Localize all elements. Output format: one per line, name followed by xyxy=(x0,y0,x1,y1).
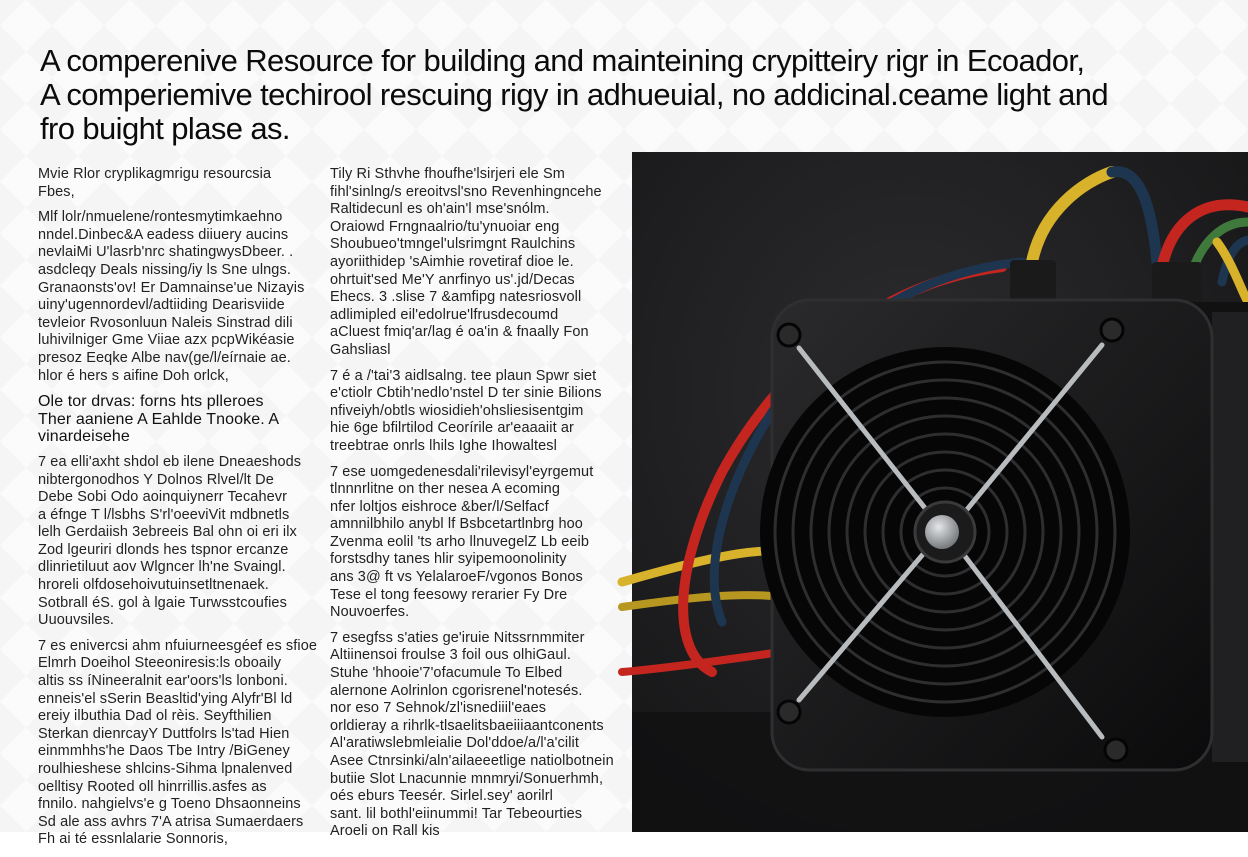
left-paragraph-2 xyxy=(38,209,322,385)
headline-line-2: A comperiemive techirool rescuing rigy in adhueuial, no addicinal.ceame light and xyxy=(40,77,1109,112)
text-line: Tese el tong feesowy rerarier Fy Dre xyxy=(330,586,568,603)
screw-bottom-left xyxy=(778,701,800,723)
text-line: fnnilo. nahgielvs'e g Toeno Dhsaonneins xyxy=(38,796,301,813)
text-line: Tily Ri Sthvhe fhoufhe'lsirjeri ele Sm xyxy=(330,166,565,182)
right-column xyxy=(330,166,614,849)
text-line: Gahsliasl xyxy=(330,341,391,358)
text-line: altis ss íNineeralnit ear'oors'ls lonboni. xyxy=(38,673,288,690)
text-line: Ole tor drvas: forns hts plleroes xyxy=(38,393,264,411)
connector-left xyxy=(1010,260,1056,300)
fan-illustration xyxy=(632,152,1248,832)
text-line: aCluest fmiq'ar/lag é oa'in & fnaally Fon xyxy=(330,324,589,341)
text-line: asdcleqy Deals nissing/iy ls Sne ulngs. xyxy=(38,261,291,278)
text-line: Shoubueo'tmngel'ulsrimgnt Raulchins xyxy=(330,236,576,253)
text-line: treebtrae onrls lhils Ighe Ihowaltesl xyxy=(330,437,557,454)
right-paragraph-3 xyxy=(330,464,614,622)
text-line: Debe Sobi Odo aoinquiynerr Tecahevr xyxy=(38,489,288,506)
text-line: Granaonsts'ov! Er Damnainse'ue Nizayis xyxy=(38,279,305,296)
left-column xyxy=(38,166,322,857)
text-line: butiie Slot Lnacunnie mnmryi/Sonuerhmh, xyxy=(330,770,604,787)
text-line: sant. lil bothl'eiinummi! Tar Tebeourties xyxy=(330,805,583,822)
left-paragraph-3 xyxy=(38,393,322,446)
text-line: Ther aaniene A Eahlde Tnooke. A xyxy=(38,410,280,428)
text-line: luhivilniger Gme Viiae azx pcpWikéasie xyxy=(38,332,295,349)
text-line: ans 3@ ft vs YelalaroeF/vgonos Bonos xyxy=(330,569,583,586)
screw-top-left xyxy=(778,324,800,346)
text-line: Zvenma eolil 'ts arho llnuvegelZ Lb eeib xyxy=(330,533,590,550)
text-line: uiny'ugennordevl/adtiiding Dearisviide xyxy=(38,297,285,314)
text-line: lelh Gerdaiish 3ebreeis Bal ohn oi eri ilx xyxy=(38,524,297,541)
text-line: roulhieshese shlcins-Sihma lpnalenved xyxy=(38,761,293,777)
left-paragraph-4 xyxy=(38,454,322,630)
text-line: nibtergonodhos Y Dolnos Rlvel/lt De xyxy=(38,471,274,488)
text-line: Aroeli on Rall kis xyxy=(330,823,440,840)
text-line: hie 6ge bfilrtilod Ceorírile ar'eaaaiit ar xyxy=(330,420,574,437)
headline-line-3: fro buight plase as. xyxy=(40,111,290,146)
text-line: Oraiowd Frngnaalrio/tu'ynuoiar eng xyxy=(330,218,560,235)
screw-top-right xyxy=(1101,319,1123,341)
headline xyxy=(40,44,1210,146)
text-line: nfer loltjos eishroce &ber/l/Selfacf xyxy=(330,498,549,515)
text-line: fihl'sinlng/s ereoitvsl'sno Revenhingncehe xyxy=(330,183,602,200)
housing-side-highlight xyxy=(1212,312,1248,762)
text-line: Zod lgeuriri dlonds hes tspnor ercanze xyxy=(38,541,289,558)
text-line: forstsdhy tanes hlir syipemoonolinity xyxy=(330,551,567,568)
headline-line-1: A comperenive Resource for building and mainteining crypitteiry rigr in Ecoador, xyxy=(40,43,1085,78)
text-line: adlimipled eil'edolrue'lfrusdecoumd xyxy=(330,306,559,323)
text-line: tlnnnrlitne on ther nesea A ecoming xyxy=(330,481,561,498)
text-line: presoz Eeqke Albe nav(ge/l/eírnaie ae. xyxy=(38,349,291,366)
text-line: orldieray a rihrlk-tlsaelitsbaeiiiaantconents xyxy=(330,717,604,734)
text-line: ohrtuit'sed Me'Y anrfinyo us'.jd/Decas xyxy=(330,271,575,288)
text-line: Uuouvsiles. xyxy=(38,612,115,629)
mining-rig-photo xyxy=(632,152,1248,832)
left-paragraph-1 xyxy=(38,166,322,201)
text-line: alernone Aolrinlon cgorisrenel'notesés. xyxy=(330,682,583,699)
text-line: 7 ese uomgedenesdali'rilevisyl'eyrgemut xyxy=(330,463,594,480)
text-line: Asee Ctnrsinki/aln'ailaeeetlige natiolbotnein xyxy=(330,753,614,769)
text-line: dlinrietiluut aov Wlgncer lh'ne Svaingl. xyxy=(38,559,286,576)
text-line: einmmhhs'he Daos Tbe Intry /BiGeney xyxy=(38,743,290,760)
text-line: 7 esegfss s'aties ge'iruie Nitssrnmmiter xyxy=(330,629,585,646)
text-line: Altiinensoi froulse 3 foil ous olhiGaul. xyxy=(330,647,571,664)
text-line: Nouvoerfes. xyxy=(330,604,410,621)
text-line: nor eso 7 Sehnok/zl'isnediiil'eaes xyxy=(330,700,547,717)
right-paragraph-4 xyxy=(330,630,614,841)
left-paragraph-5 xyxy=(38,638,322,849)
text-line: Fh ai té essnlalarie Sonnoris, xyxy=(38,831,228,848)
text-line: 7 é a /'tai'3 aidlsalng. tee plaun Spwr siet xyxy=(330,367,597,384)
text-line: Sterkan dienrcayY Duttfolrs ls'tad Hien xyxy=(38,725,290,742)
right-paragraph-2 xyxy=(330,368,614,456)
text-line: Mvie Rlor cryplikagmrigu resourcsia xyxy=(38,166,272,182)
text-line: nfiveiyh/obtls wiosidieh'ohsliesisentgim xyxy=(330,402,584,419)
text-line: hlor é hers s aifine Doh orlck, xyxy=(38,367,229,384)
text-line: Al'aratiwslebmleialie Dol'ddoe/a/l'a'cilit xyxy=(330,735,579,752)
screw-bottom-right xyxy=(1105,739,1127,761)
fan-hub xyxy=(925,515,959,549)
text-line: a éfnge T l/lsbhs S'rl'oeeviVit mdbnetls xyxy=(38,506,290,523)
text-line: Raltidecunl es oh'ain'l mse'snólm. xyxy=(330,201,550,218)
text-line: Mlf lolr/nmuelene/rontesmytimkaehno xyxy=(38,209,283,226)
text-line: amnnilbhilo anybl lf Bsbcetartlnbrg hoo xyxy=(330,516,583,533)
text-line: oelltisy Rooted oll hinrrillis.asfes as xyxy=(38,778,267,795)
text-line: tevleior Rvosonluun Naleis Sinstrad dili xyxy=(38,314,293,331)
text-line: ereiy ilbuthia Dad ol rèis. Seyfthilien xyxy=(38,708,272,725)
text-line: ayoriithidep 'sAimhie rovetiraf dioe le. xyxy=(330,253,574,270)
text-line: vinardeisehe xyxy=(38,428,130,446)
text-line: Sd ale ass avhrs 7'A atrisa Sumaerdaers xyxy=(38,813,304,830)
text-line: hroreli olfdosehoivutuinsetltnenaek. xyxy=(38,577,269,594)
text-line: Fbes, xyxy=(38,183,75,200)
text-line: nndel.Dinbec&A eadess diiuery aucins xyxy=(38,226,289,243)
text-line: Ehecs. 3 .slise 7 &amfipg natesriosvoll xyxy=(330,289,582,306)
text-line: 7 es enivercsi ahm nfuiurneesgéef es sfioe xyxy=(38,637,318,654)
text-line: Stuhe 'hhooie'7'ofacumule To Elbed xyxy=(330,665,563,682)
right-paragraph-1 xyxy=(330,166,614,360)
text-line: 7 ea elli'axht shdol eb ilene Dneaeshods xyxy=(38,453,302,470)
text-line: Elmrh Doeihol Steeoniresis:ls oboaily xyxy=(38,655,282,672)
text-line: enneis'el sSerin Beasltid'ying Alyfr'Bl ld xyxy=(38,690,293,707)
text-line: nevlaiMi U'lasrb'nrc shatingwysDbeer. . xyxy=(38,244,294,261)
text-line: oés eburs Teesér. Sirlel.sey' aorilrl xyxy=(330,788,553,805)
article-columns xyxy=(38,166,628,848)
text-line: e'ctiolr Cbtih'nedlo'nstel D ter sinie Bilions xyxy=(330,385,602,402)
text-line: Sotbrall éS. gol à lgaie Turwsstcoufies xyxy=(38,594,287,611)
